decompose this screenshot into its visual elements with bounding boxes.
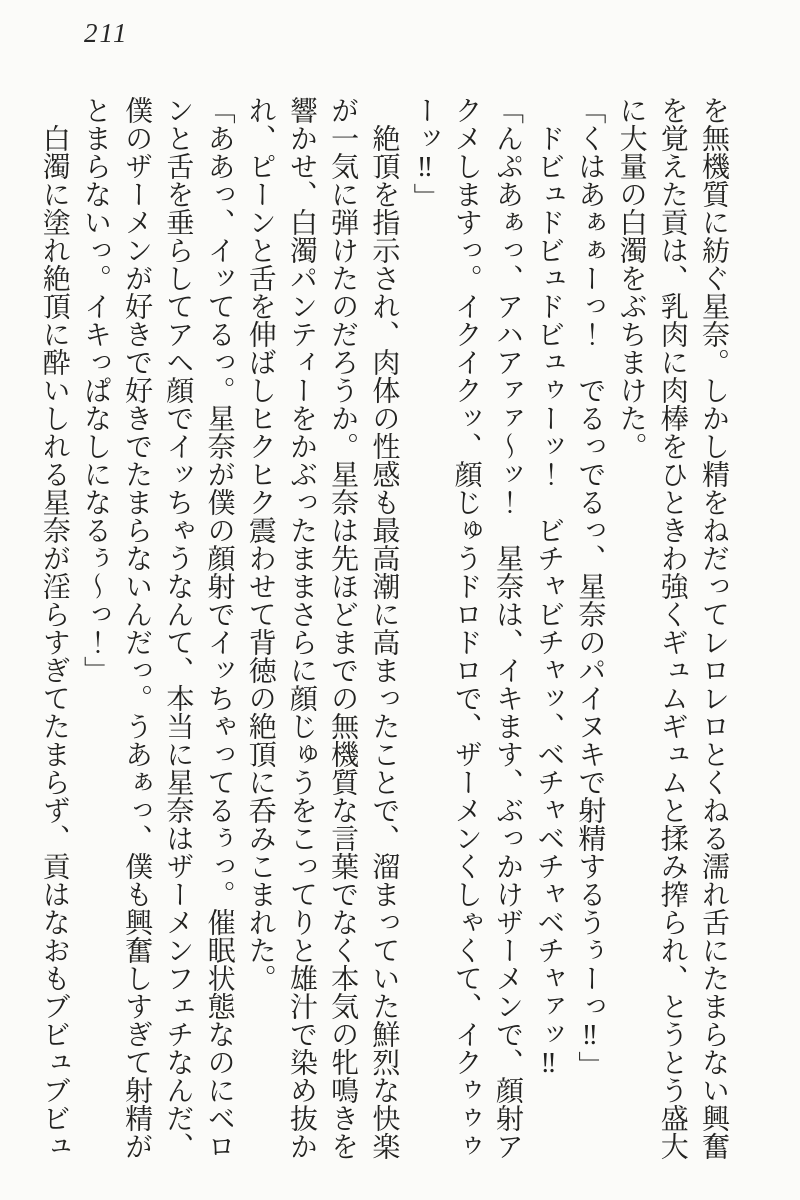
text-column-10: が一気に弾けたのだろうか。星奈は先ほどまでの無機質な言葉でなく本気の牝鳴きを <box>327 96 359 1160</box>
text-column-7: クメしますっ。イクイクッ、顔じゅうドロドロで、ザーメンくしゃくて、イクゥゥゥ <box>450 96 482 1160</box>
text-column-9: 絶頂を指示され、肉体の性感も最高潮に高まったことで、溜まっていた鮮烈な快楽 <box>368 96 400 1160</box>
text-column-13: 「ああっ、イッてるっ。星奈が僕の顔射でイッちゃってるぅっ。催眠状態なのにベロ <box>203 96 235 1160</box>
text-column-17: 白濁に塗れ絶頂に酔いしれる星奈が淫らすぎてたまらず、貢はなおもブビュブビュ <box>38 96 70 1160</box>
text-column-3: に大量の白濁をぶちまけた。 <box>615 96 647 460</box>
text-column-4: 「くはあぁぁーっ！ でるっでるっ、星奈のパイヌキで射精するうぅーっ‼」 <box>574 96 606 1079</box>
text-column-6: 「んぷあぁっ、アハアァァ～ッ！ 星奈は、イキます、ぶっかけザーメンで、顔射ア <box>491 96 523 1160</box>
text-column-11: 響かせ、白濁パンティーをかぶったままさらに顔じゅうをこってりと雄汁で染め抜か <box>285 96 317 1160</box>
text-column-5: ドビュドビュドビュゥーッ！ ビチャビチャッ、ベチャベチャベチャァッ‼ <box>533 96 565 1079</box>
text-column-8: ーッ‼」 <box>409 96 441 211</box>
text-column-1: を無機質に紡ぐ星奈。しかし精をねだってレロレロとくねる濡れ舌にたまらない興奮 <box>698 96 729 1160</box>
text-column-15: 僕のザーメンが好きで好きでたまらないんだっ。うあぁっ、僕も興奮しすぎて射精が <box>121 96 153 1160</box>
page-text <box>34 96 734 1164</box>
text-column-14: ンと舌を垂らしてアヘ顔でイッちゃうなんて、本当に星奈はザーメンフェチなんだ、 <box>162 96 194 1160</box>
text-column-16: とまらないっ。イキっぱなしになるぅ～っ！」 <box>79 96 111 684</box>
text-column-12: れ、ピーンと舌を伸ばしヒクヒク震わせて背徳の絶頂に呑みこまれた。 <box>244 96 276 992</box>
text-column-2: を覚えた貢は、乳肉に肉棒をひときわ強くギュムギュムと揉み搾られ、とうとう盛大 <box>656 96 688 1160</box>
page-number: 211 <box>84 18 129 48</box>
